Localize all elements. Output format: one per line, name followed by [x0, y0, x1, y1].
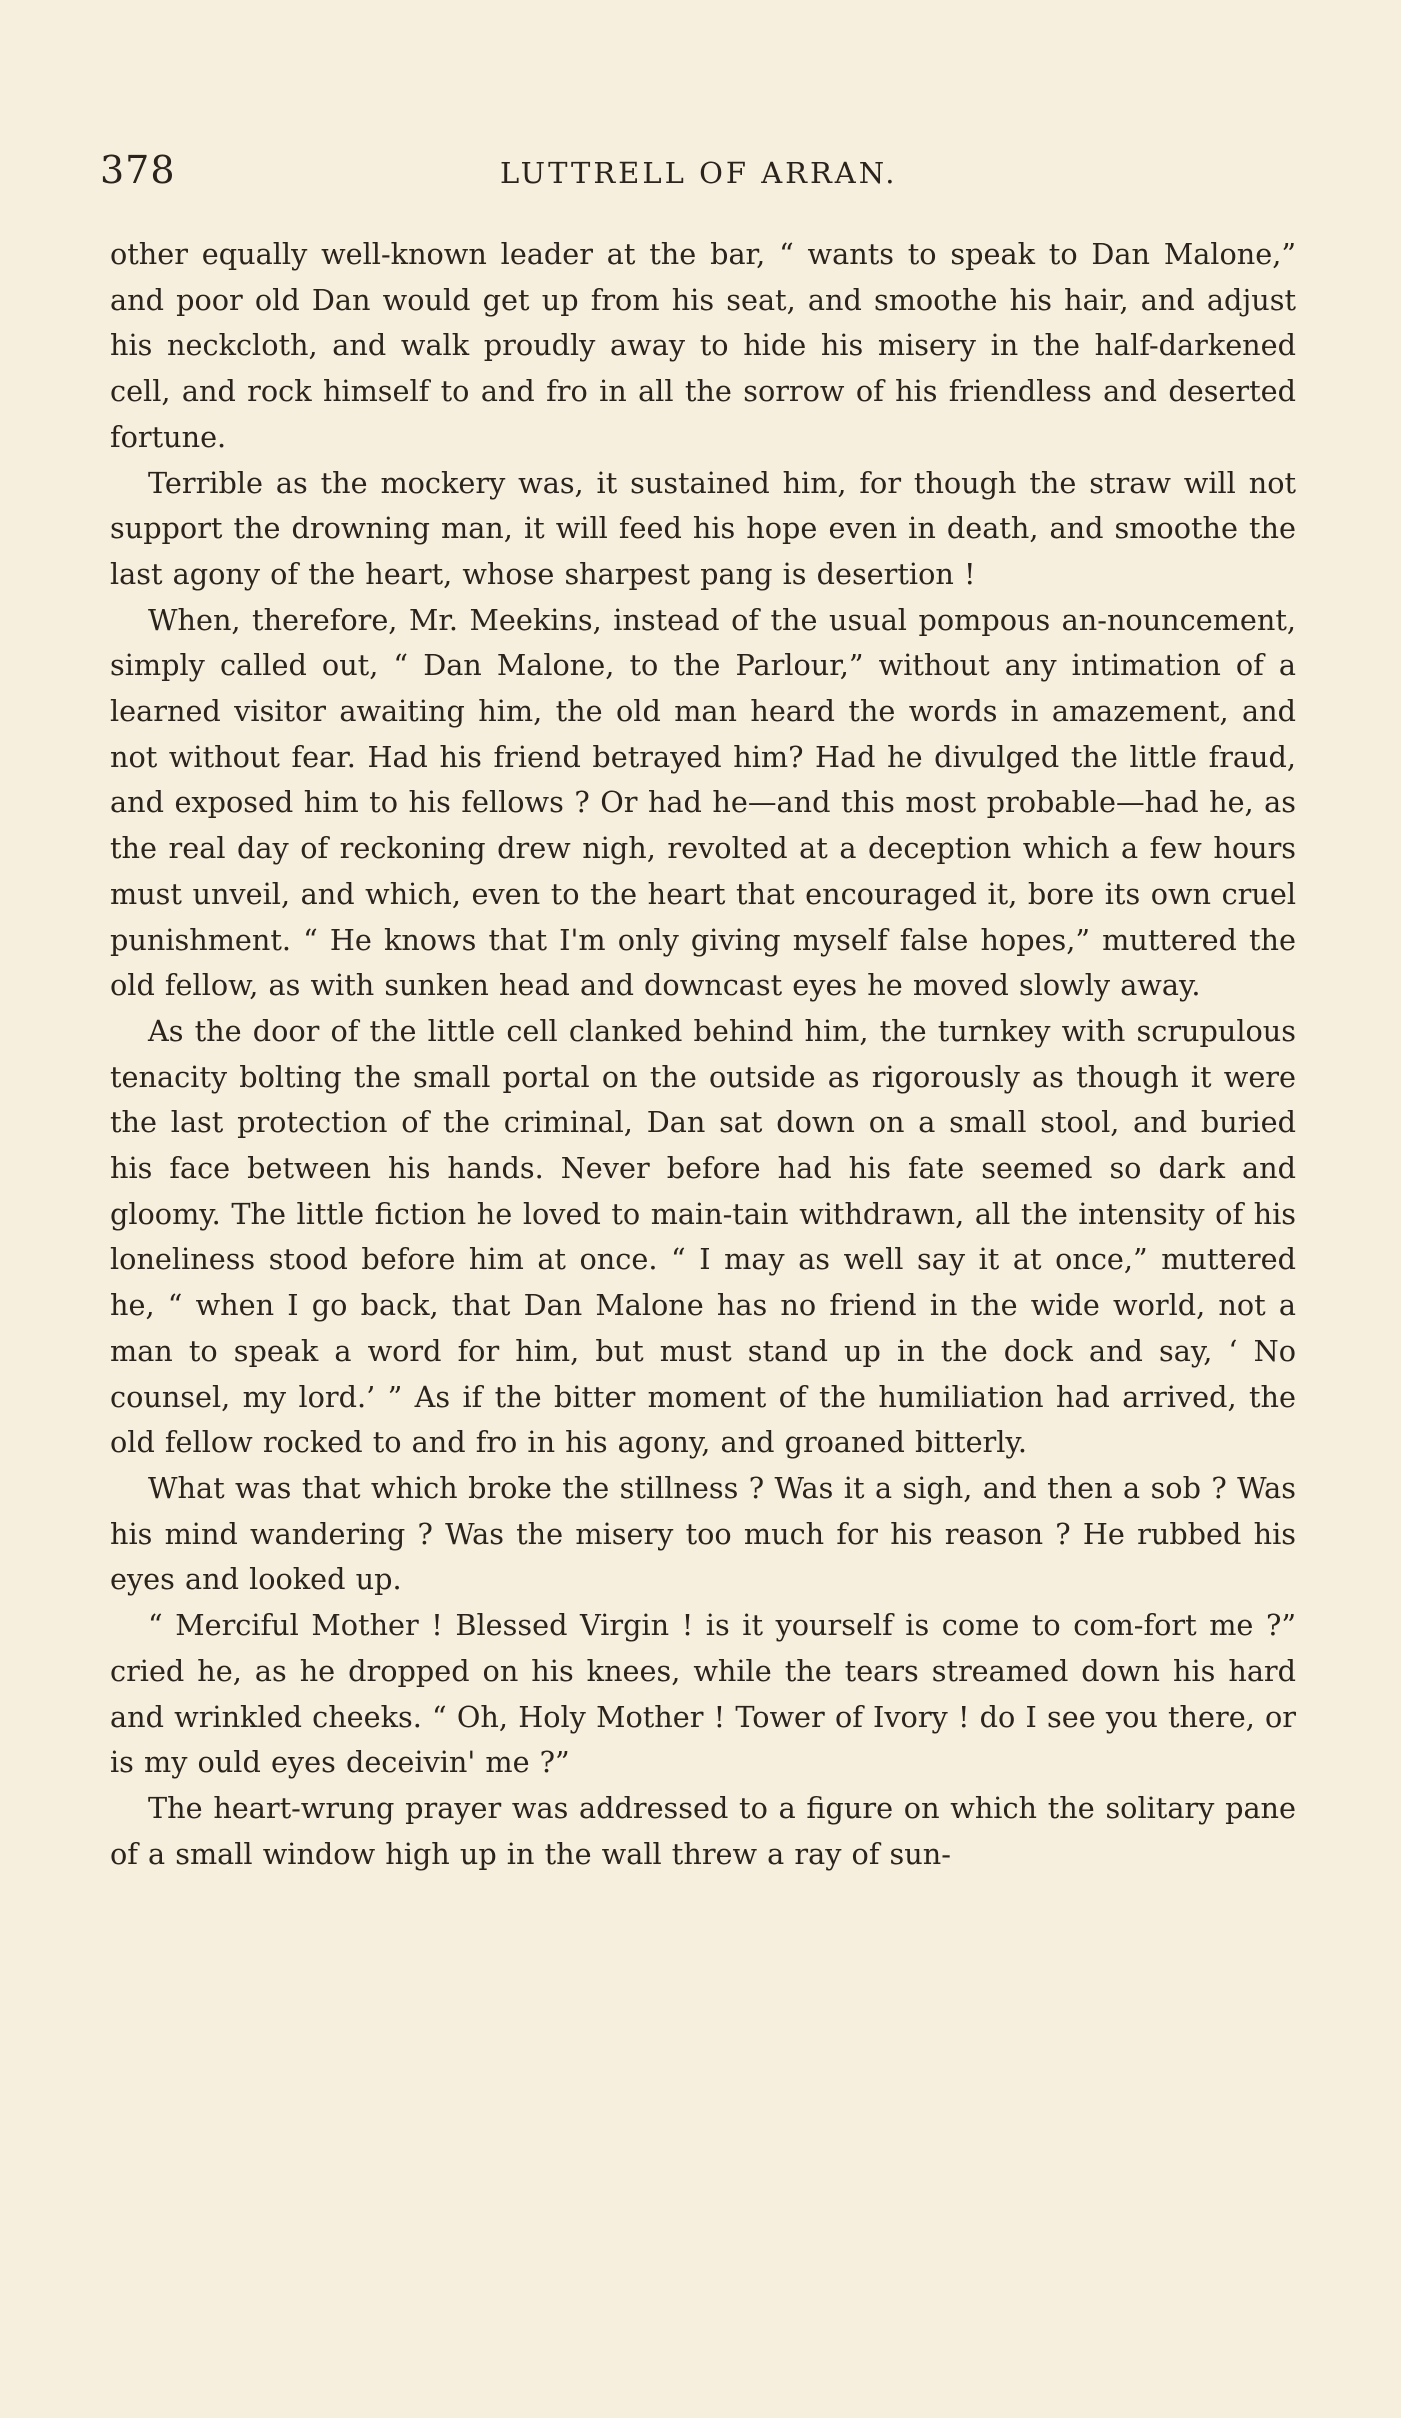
- paragraph-7: The heart-wrung prayer was addressed to a figure on which the solitary pane of a small window high up in the wall threw a ray of sun-: [110, 1790, 1296, 1871]
- page-number: 378: [100, 148, 176, 192]
- paragraph-5: What was that which broke the stillness ? Was it a sigh, and then a sob ? Was his mind wandering ? Was the misery too much for his reason ? He rubbed his eyes and looked up.: [110, 1470, 1296, 1597]
- paragraph-1: other equally well-known leader at the bar, “ wants to speak to Dan Malone,” and poor old Dan would get up from his seat, and smoothe his hair, and adjust his neckcloth, and walk proudly away to hide his misery in the half-darkened cell, and rock himself to and fro in all the sorrow of his friendless and deserted fortune.: [110, 237, 1296, 454]
- paragraph-4: As the door of the little cell clanked behind him, the turnkey with scrupulous tenacity bolting the small portal on the outside as rigorously as though it were the last protection of the criminal, Dan sat down on a small stool, and buried his face between his hands. Never before had his fate seemed so dark and gloomy. The little fiction he loved to main-tain withdrawn, all the intensity of his loneliness stood before him at once. “ I may as well say it at once,” muttered he, “ when I go back, that Dan Malone has no friend in the wide world, not a man to speak a word for him, but must stand up in the dock and say, ‘ No counsel, my lord.’ ” As if the bitter moment of the humiliation had arrived, the old fellow rocked to and fro in his agony, and groaned bitterly.: [110, 1013, 1296, 1460]
- paragraph-3: When, therefore, Mr. Meekins, instead of the usual pompous an-nouncement, simply called out, “ Dan Malone, to the Parlour,” without any intimation of a learned visitor awaiting him, the old man heard the words in amazement, and not without fear. Had his friend betrayed him? Had he divulged the little fraud, and exposed him to his fellows ? Or had he—and this most probable—had he, as the real day of reckoning drew nigh, revolted at a deception which a few hours must unveil, and which, even to the heart that encouraged it, bore its own cruel punishment. “ He knows that I'm only giving myself false hopes,” muttered the old fellow, as with sunken head and downcast eyes he moved slowly away.: [110, 602, 1296, 1003]
- body-text: [110, 232, 1296, 1877]
- running-title: LUTTRELL OF ARRAN.: [500, 156, 898, 190]
- paragraph-6: “ Merciful Mother ! Blessed Virgin ! is it yourself is come to com-fort me ?” cried he, as he dropped on his knees, while the tears streamed down his hard and wrinkled cheeks. “ Oh, Holy Mother ! Tower of Ivory ! do I see you there, or is my ould eyes deceivin' me ?”: [110, 1608, 1296, 1780]
- paragraph-2: Terrible as the mockery was, it sustained him, for though the straw will not support the drowning man, it will feed his hope even in death, and smoothe the last agony of the heart, whose sharpest pang is desertion !: [110, 465, 1296, 591]
- page-header: [100, 148, 1300, 208]
